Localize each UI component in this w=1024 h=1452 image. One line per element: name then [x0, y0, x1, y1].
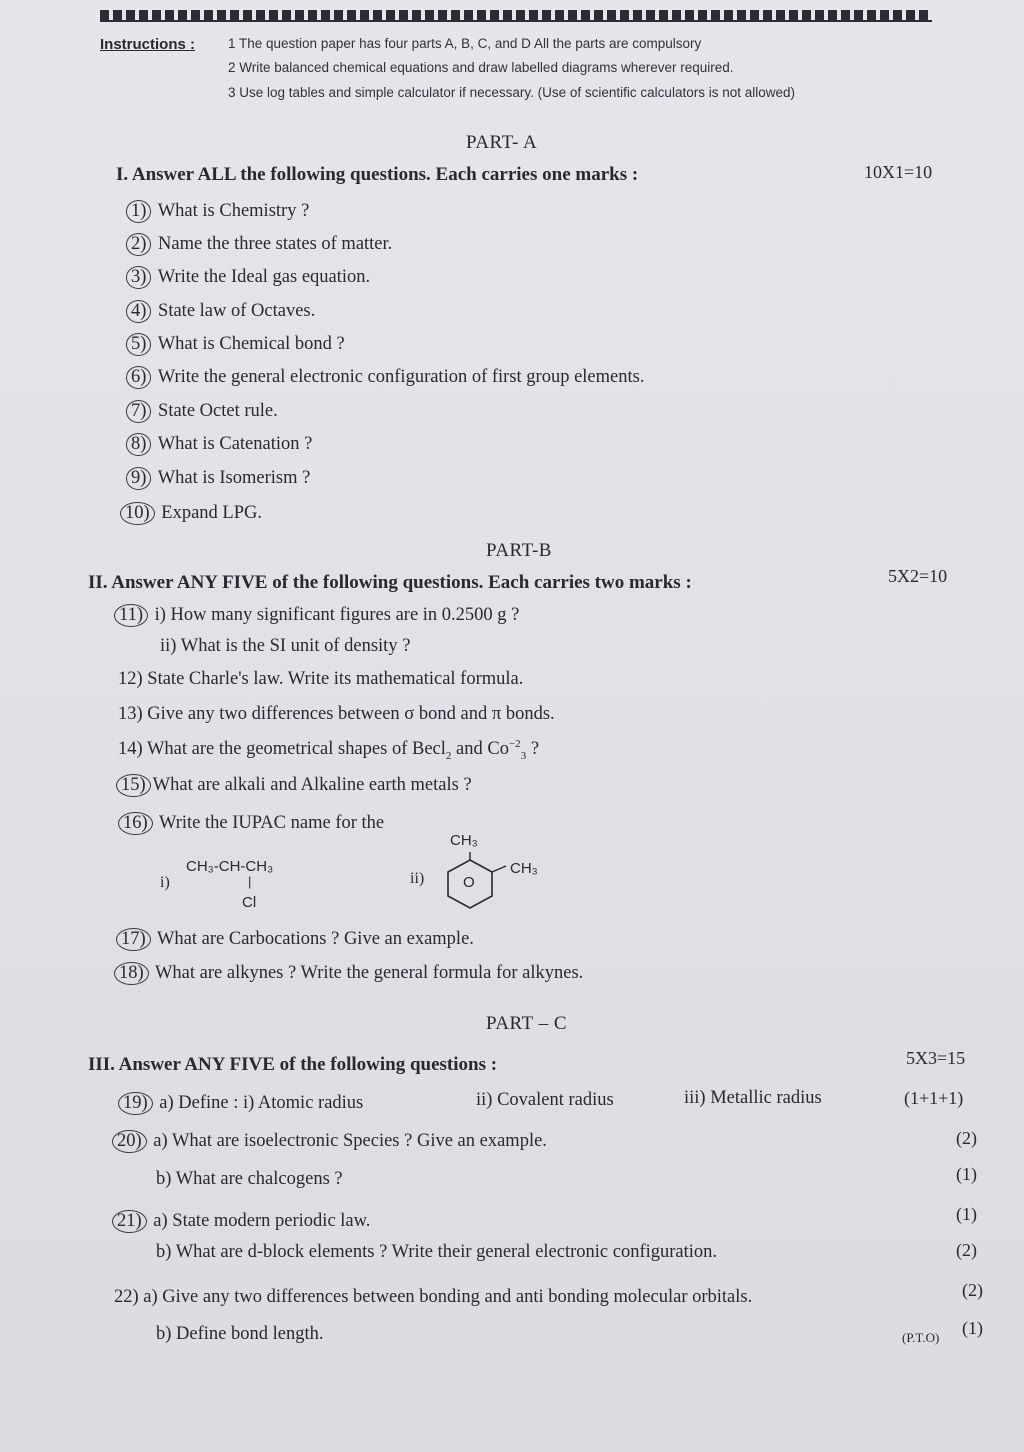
part-b-section: II. Answer ANY FIVE of the following questions. Each carries two marks : — [88, 572, 692, 593]
structure-ii-top-methyl: CH₃ — [450, 832, 478, 849]
question-11: 11) i) How many significant figures are in 0.2500 g ? — [114, 604, 519, 627]
question-3: 3) Write the Ideal gas equation. — [126, 266, 370, 289]
question-22-b-marks: (1) — [962, 1318, 983, 1338]
question-11-ii: ii) What is the SI unit of density ? — [160, 636, 411, 656]
question-21-b-marks: (2) — [956, 1240, 977, 1260]
part-a-marks: 10X1=10 — [864, 162, 933, 182]
part-a-title: PART- A — [466, 132, 538, 153]
part-c-marks: 5X3=15 — [906, 1048, 966, 1068]
instruction-item: 1 The question paper has four parts A, B, C, and D All the parts are compulsory — [228, 36, 702, 51]
question-20: 20) a) What are isoelectronic Species ? Give an example. — [112, 1130, 547, 1153]
question-20-b: b) What are chalcogens ? — [156, 1169, 343, 1189]
part-c-title: PART – C — [486, 1013, 568, 1034]
decorative-border — [100, 10, 932, 22]
question-7: 7) State Octet rule. — [126, 400, 278, 423]
question-2: 2) Name the three states of matter. — [126, 233, 392, 256]
question-21: 21) a) State modern periodic law. — [112, 1210, 370, 1233]
question-5: 5) What is Chemical bond ? — [126, 333, 345, 356]
question-20-a-marks: (2) — [956, 1128, 977, 1148]
instruction-item: 2 Write balanced chemical equations and draw labelled diagrams wherever required. — [228, 60, 734, 75]
question-13: 13) Give any two differences between σ bond and π bonds. — [118, 704, 555, 724]
question-17: 17) What are Carbocations ? Give an example. — [116, 928, 474, 951]
pto-note: (P.T.O) — [902, 1330, 940, 1345]
structure-i-substituent: Cl — [242, 894, 257, 911]
question-18: 18) What are alkynes ? Write the general formula for alkynes. — [114, 962, 583, 985]
question-6: 6) Write the general electronic configuration of first group elements. — [126, 366, 644, 389]
question-14: 14) What are the geometrical shapes of Becl$_2$ and $Co^{-2}_3$ ? — [118, 738, 540, 762]
structure-i-label: i) — [160, 874, 170, 891]
question-20-b-marks: (1) — [956, 1164, 977, 1184]
structure-ii-label: ii) — [410, 870, 425, 887]
question-16: 16) Write the IUPAC name for the — [118, 812, 384, 835]
part-a-section: I. Answer ALL the following questions. Each carries one marks : — [116, 164, 639, 185]
question-4: 4) State law of Octaves. — [126, 300, 315, 323]
question-8: 8) What is Catenation ? — [126, 433, 312, 456]
question-12: 12) State Charle's law. Write its mathematical formula. — [118, 669, 524, 689]
question-21-a-marks: (1) — [956, 1204, 977, 1224]
structure-ii-ring-label: O — [463, 874, 475, 891]
question-19-ii: ii) Covalent radius — [476, 1090, 614, 1110]
part-b-title: PART-B — [486, 540, 552, 561]
structure-i-formula: CH₃-CH-CH₃ — [186, 858, 274, 875]
structure-i-bond: | — [248, 874, 252, 889]
structure-ii-side-methyl: CH₃ — [510, 860, 538, 877]
question-19-iii: iii) Metallic radius — [684, 1088, 822, 1108]
instructions-label: Instructions : — [100, 36, 196, 53]
question-22-b: b) Define bond length. — [156, 1324, 324, 1344]
question-1: 1) What is Chemistry ? — [126, 200, 309, 223]
question-19: 19) a) Define : i) Atomic radius — [118, 1092, 363, 1115]
question-19-marks: (1+1+1) — [904, 1088, 964, 1108]
instruction-item: 3 Use log tables and simple calculator if necessary. (Use of scientific calculators is not allowed) — [228, 85, 795, 100]
question-15: 15) What are alkali and Alkaline earth metals ? — [116, 774, 472, 797]
question-9: 9) What is Isomerism ? — [126, 467, 310, 490]
part-c-section: III. Answer ANY FIVE of the following questions : — [88, 1054, 498, 1075]
question-10: 10) Expand LPG. — [120, 502, 262, 525]
question-21-b: b) What are d-block elements ? Write their general electronic configuration. — [156, 1242, 718, 1262]
benzene-ring-icon — [440, 852, 520, 922]
question-22-a-marks: (2) — [962, 1280, 983, 1300]
question-22-a: 22) a) Give any two differences between bonding and anti bonding molecular orbitals. — [114, 1287, 753, 1307]
part-b-marks: 5X2=10 — [888, 566, 948, 586]
